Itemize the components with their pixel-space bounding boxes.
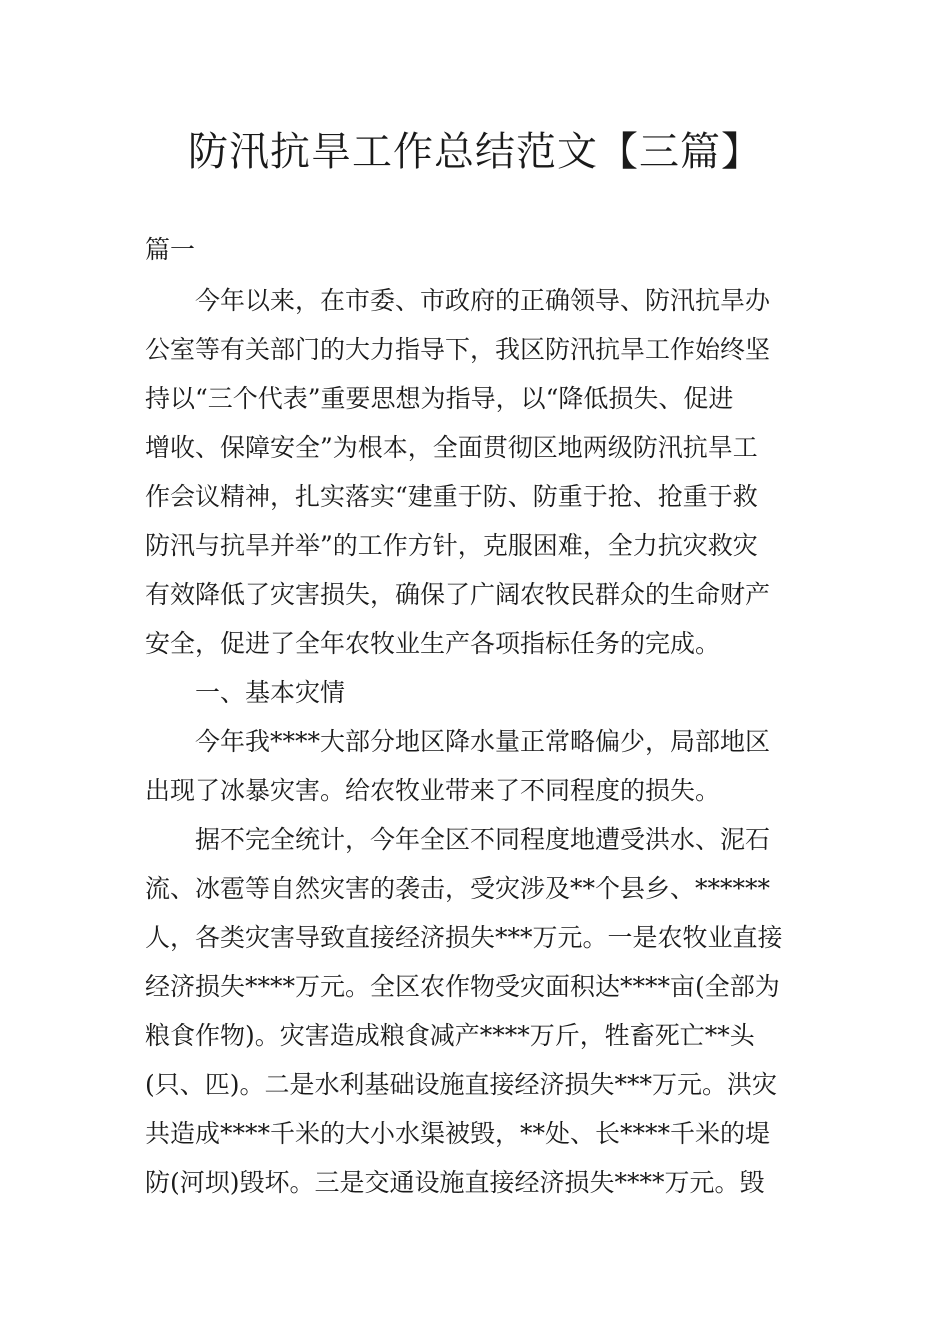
text-line: 今年我****大部分地区降水量正常略偏少，局部地区 [145,727,771,756]
text-line: 防(河坝)毁坏。三是交通设施直接经济损失****万元。毁 [145,1168,765,1197]
text-line: 防汛与抗旱并举”的工作方针，克服困难，全力抗灾救灾 [145,531,758,560]
text-line: 人，各类灾害导致直接经济损失***万元。一是农牧业直接 [145,923,783,952]
text-line: 粮食作物)。灾害造成粮食减产****万斤，牲畜死亡**头 [145,1021,755,1050]
text-line: 出现了冰暴灾害。给农牧业带来了不同程度的损失。 [145,776,721,805]
text-line: 流、冰雹等自然灾害的袭击，受灾涉及**个县乡、****** [145,874,771,903]
text-line: 有效降低了灾害损失，确保了广阔农牧民群众的生命财产 [145,580,771,609]
text-line: 持以“三个代表”重要思想为指导，以“降低损失、促进 [145,384,734,413]
document-body [145,276,807,1207]
text-line: 增收、保障安全”为根本，全面贯彻区地两级防汛抗旱工 [145,433,758,462]
text-line: 经济损失****万元。全区农作物受灾面积达****亩(全部为 [145,972,780,1001]
document-title: 防汛抗旱工作总结范文【三篇】 [188,129,762,175]
text-line: 作会议精神，扎实落实“建重于防、防重于抢、抢重于救 [145,482,758,511]
section-heading: 一、基本灾情 [145,678,346,707]
text-line: 公室等有关部门的大力指导下，我区防汛抗旱工作始终坚 [145,335,771,364]
text-line: 今年以来，在市委、市政府的正确领导、防汛抗旱办 [145,286,771,315]
text-line: 共造成****千米的大小水渠被毁，**处、长****千米的堤 [145,1119,771,1148]
text-line: (只、匹)。二是水利基础设施直接经济损失***万元。洪灾 [145,1070,778,1099]
text-line: 据不完全统计，今年全区不同程度地遭受洪水、泥石 [145,825,771,854]
section-label: 篇一 [145,235,196,264]
text-line: 安全，促进了全年农牧业生产各项指标任务的完成。 [145,629,721,658]
